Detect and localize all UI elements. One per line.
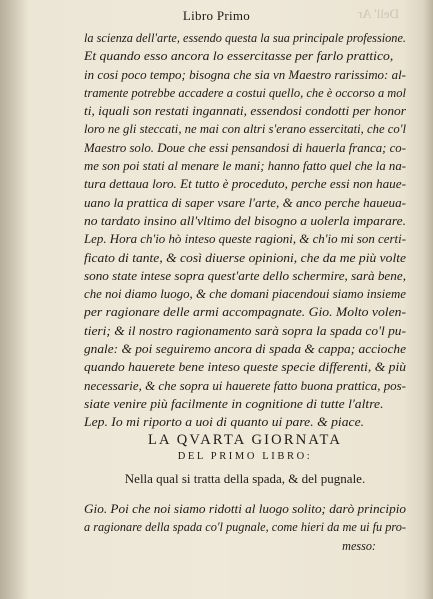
text-line: ficato di tante, & così diuerse opinioni, che da me più volte [84,250,406,265]
text-line: necessarie, & che sopra ui hauerete fatto buona prattica, pos- [84,378,406,393]
text-line: ti, iquali son restati ingannati, essendosi condotti per honor [84,104,406,119]
text-line: per ragionare delle armi accompagnate. Gio. Molto volen- [84,305,406,320]
text-line: quando hauerete bene inteso queste specie differenti, & più [84,360,406,375]
text-line: loro ne gli steccati, ne mai con altri s'erano essercitati, che co'l [84,122,406,137]
text-line: uano la prattica di saper vsare l'arte, & anco perche haueua- [84,195,406,210]
text-line: sono state intese sopra quest'arte dello schermire, sarà bene, [84,268,406,283]
text-line: siate venire più facilmente in cognitione di tutte l'altre. [84,396,384,411]
chapter-heading [84,432,406,487]
text-line: in cosi poco tempo; bisogna che sia vn Maestro rarissimo: al- [84,67,406,82]
dialogue-line: messo: [342,538,376,553]
chapter-description: Nella qual si tratta della spada, & del pugnale. [124,471,366,486]
page-edge-shadow [423,0,433,599]
dialogue-text-block [84,500,406,555]
text-line: tramente potrebbe accadere a costui quello, che è occorso a mol [84,85,406,100]
chapter-title: LA QVARTA GIORNATA [147,432,343,448]
text-line: tieri; & il nostro ragionamento sarà sopra la spada co'l pu- [84,323,406,338]
running-head: Libro Primo [182,8,251,23]
bleed-through-text: Dell' Ar [358,6,399,21]
text-line: Lep. Hora ch'io hò inteso queste ragioni, & ch'io mi son certi- [84,232,406,247]
text-line: tura dettaua loro. Et tutto è proceduto, perche essi non haue- [84,177,406,192]
text-line: gnale: & poi seguiremo ancora di spada & cappa; accioche [84,342,406,357]
text-line: Et quando esso ancora lo essercitasse per farlo prattico, [84,49,394,64]
text-line: che noi diamo luogo, & che domani piacendoui siamo insieme [84,287,406,302]
dialogue-line: Gio. Poi che noi siamo ridotti al luogo solito; darò principio [84,502,406,516]
text-line: Maestro solo. Doue che essi pensandosi di hauerla franca; co- [84,140,406,155]
dialogue-line: a ragionare della spada co'l pugnale, come hieri da me ui fu pro- [84,520,406,535]
main-text-block [84,29,406,432]
gutter-shadow [0,0,28,599]
text-line: Lep. Io mi riporto a uoi di quanto ui pare. & piace. [84,415,365,430]
text-line: la scienza dell'arte, essendo questa la sua principale professione. [84,31,406,45]
text-line: no tardato insino all'vltimo del bisogno a uolerla imparare. [84,213,406,228]
text-line: me son poi stati al menare le mani; hanno fatto quel che la na- [84,159,406,174]
chapter-subtitle: DEL PRIMO LIBRO: [177,451,313,462]
